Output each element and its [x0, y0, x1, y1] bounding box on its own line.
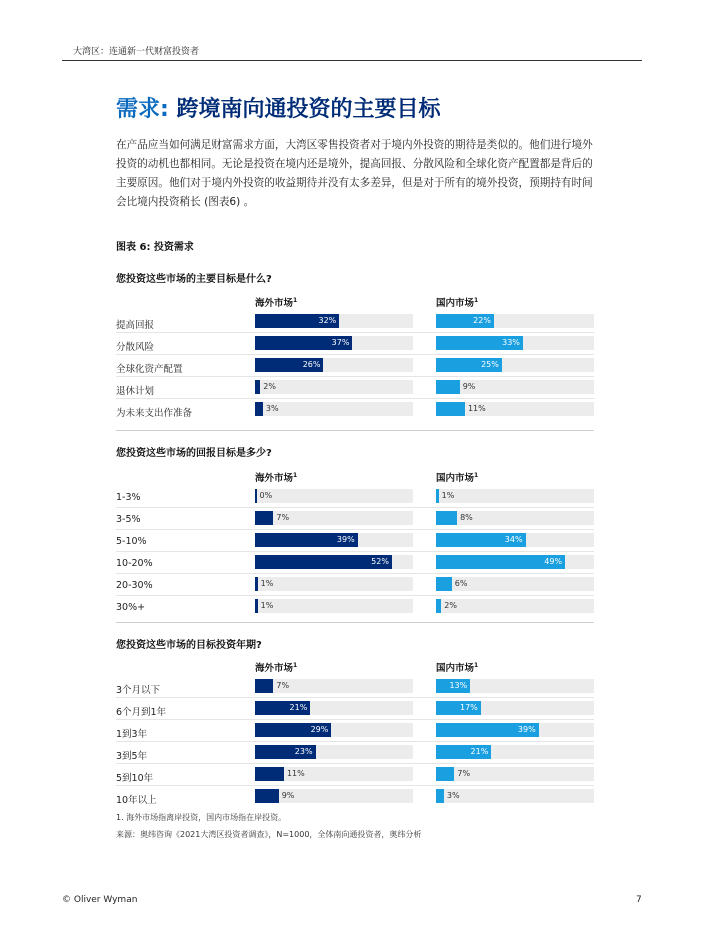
bar-track: [436, 533, 594, 547]
data-label: 34%: [504, 535, 523, 544]
bar-domestic: [436, 599, 441, 613]
chart-2-row: [116, 597, 594, 619]
chart-2-legend-domestic: 国内市场$^1$: [436, 471, 479, 484]
data-label: 21%: [470, 747, 489, 756]
data-label: 33%: [502, 338, 520, 347]
category-label: 20-30%: [116, 580, 153, 591]
data-label: 23%: [294, 747, 313, 756]
bar-overseas: [255, 380, 260, 394]
category-label: 全球化资产配置: [116, 364, 183, 375]
category-label: 为未来支出作准备: [116, 408, 193, 419]
bar-track: [436, 511, 594, 525]
data-label: 7%: [276, 681, 290, 690]
data-label: 3%: [265, 404, 279, 413]
bar-overseas: [255, 402, 263, 416]
category-label: 6个月到1年: [116, 707, 167, 718]
row-separator: [116, 551, 594, 552]
data-label: 2%: [444, 601, 457, 610]
data-label: 39%: [336, 535, 355, 544]
bar-overseas: [255, 767, 284, 781]
chart-3-row: [116, 787, 594, 809]
bar-track: [255, 489, 413, 503]
bar-track: [436, 599, 594, 613]
chart-2-row: [116, 553, 594, 575]
bar-domestic: [436, 402, 465, 416]
chart-2-row: [116, 575, 594, 597]
bar-domestic: [436, 767, 454, 781]
page-title-prefix: 需求:: [116, 97, 169, 122]
data-label: 0%: [259, 491, 273, 500]
data-label: 1%: [441, 491, 455, 500]
row-separator: [116, 595, 594, 596]
bar-overseas: [255, 599, 258, 613]
row-separator: [116, 763, 594, 764]
bar-domestic: [436, 511, 457, 525]
bar-track: [436, 489, 594, 503]
header-rule: [62, 60, 642, 61]
footer-page-number: 7: [636, 895, 642, 905]
page-title: [116, 92, 441, 123]
data-label: 1%: [260, 579, 274, 588]
chart-1-row: [116, 334, 594, 356]
bar-track: [255, 599, 413, 613]
bar-track: [436, 679, 594, 693]
category-label: 3到5年: [116, 751, 148, 762]
chart-3-row: [116, 721, 594, 743]
data-label: 9%: [281, 791, 295, 800]
row-separator: [116, 376, 594, 377]
bar-domestic: [436, 489, 439, 503]
row-separator: [116, 697, 594, 698]
chart-divider: [116, 622, 594, 623]
category-label: 3个月以下: [116, 685, 161, 696]
footnote-1: 1. 海外市场指离岸投资，国内市场指在岸投资。: [116, 813, 287, 822]
category-label: 1-3%: [116, 492, 141, 503]
category-label: 1到3年: [116, 729, 148, 740]
chart-1-legend-overseas: 海外市场$^1$: [255, 296, 298, 309]
bar-track: [255, 577, 413, 591]
data-label: 1%: [260, 601, 274, 610]
bar-overseas: [255, 577, 258, 591]
bar-track: [255, 701, 413, 715]
bar-overseas: [255, 679, 273, 693]
data-label: 32%: [318, 316, 337, 325]
chart-2-legend-overseas: 海外市场$^1$: [255, 471, 298, 484]
row-separator: [116, 507, 594, 508]
data-label: 25%: [481, 360, 499, 369]
bar-track: [255, 767, 413, 781]
bar-track: [436, 402, 594, 416]
chart-3-legend-overseas: 海外市场$^1$: [255, 661, 298, 674]
row-separator: [116, 332, 594, 333]
chart-3-row: [116, 699, 594, 721]
chart-2-row: [116, 487, 594, 509]
chart-2-row: [116, 531, 594, 553]
category-label: 3-5%: [116, 514, 141, 525]
data-label: 7%: [276, 513, 290, 522]
figure-title: 图表 6: 投资需求: [116, 242, 194, 253]
chart-1-row: [116, 400, 594, 422]
chart-divider: [116, 430, 594, 431]
bar-track: [436, 314, 594, 328]
bar-track: [255, 336, 413, 350]
bar-overseas: [255, 489, 257, 503]
bar-track: [255, 380, 413, 394]
bar-overseas: [255, 789, 279, 803]
bar-track: [255, 314, 413, 328]
chart-3-row: [116, 765, 594, 787]
category-label: 10-20%: [116, 558, 153, 569]
bar-track: [436, 555, 594, 569]
bar-track: [436, 336, 594, 350]
data-label: 39%: [517, 725, 536, 734]
bar-track: [255, 533, 413, 547]
bar-track: [255, 358, 413, 372]
bar-track: [436, 723, 594, 737]
bar-track: [436, 358, 594, 372]
bar-track: [255, 723, 413, 737]
data-label: 13%: [449, 681, 468, 690]
data-label: 7%: [457, 769, 471, 778]
row-separator: [116, 398, 594, 399]
footer-copyright: © Oliver Wyman: [62, 895, 138, 905]
category-label: 5到10年: [116, 773, 154, 784]
chart-1-legend-domestic: 国内市场$^1$: [436, 296, 479, 309]
row-separator: [116, 785, 594, 786]
page-title-main: 跨境南向通投资的主要目标: [176, 97, 441, 122]
data-label: 49%: [544, 557, 563, 566]
chart-1-row: [116, 356, 594, 378]
bar-track: [436, 380, 594, 394]
row-separator: [116, 529, 594, 530]
chart-3-title: 您投资这些市场的目标投资年期?: [116, 640, 262, 651]
row-separator: [116, 573, 594, 574]
category-label: 退休计划: [116, 386, 155, 397]
chart-2-row: [116, 509, 594, 531]
intro-paragraph: 在产品应当如何满足财富需求方面，大湾区零售投资者对于境内外投资的期待是类似的。他们进行境外投资的动机也都相同。无论是投资在境内还是境外，提高回报、分散风险和全球化资产配置都是背后的主要原因。他们对于境内外投资的收益期待并没有太多差异，但是对于所有的境外投资，预期持有时间会比境内投资稍长 (图表6) 。: [116, 139, 593, 208]
bar-track: [255, 745, 413, 759]
data-label: 17%: [460, 703, 478, 712]
bar-track: [436, 701, 594, 715]
chart-1-row: [116, 378, 594, 400]
bar-track: [255, 679, 413, 693]
category-label: 分散风险: [116, 342, 155, 353]
data-label: 22%: [473, 316, 491, 325]
data-label: 11%: [467, 404, 486, 413]
bar-domestic: [436, 577, 452, 591]
category-label: 30%+: [116, 602, 146, 613]
chart-1-row: [116, 312, 594, 334]
chart-3-row: [116, 743, 594, 765]
bar-track: [255, 402, 413, 416]
data-label: 6%: [454, 579, 468, 588]
data-label: 9%: [462, 382, 476, 391]
category-label: 5-10%: [116, 536, 147, 547]
row-separator: [116, 354, 594, 355]
bar-overseas: [255, 511, 273, 525]
bar-domestic: [436, 380, 460, 394]
bar-domestic: [436, 789, 444, 803]
bar-track: [255, 511, 413, 525]
bar-track: [436, 767, 594, 781]
bar-track: [436, 745, 594, 759]
data-label: 29%: [310, 725, 329, 734]
category-label: 提高回报: [116, 320, 155, 331]
data-label: 21%: [289, 703, 308, 712]
chart-3-row: [116, 677, 594, 699]
row-separator: [116, 719, 594, 720]
data-label: 52%: [371, 557, 389, 566]
category-label: 10年以上: [116, 795, 157, 806]
header-text: 大湾区：连通新一代财富投资者: [73, 47, 200, 57]
data-label: 8%: [460, 513, 473, 522]
bar-track: [436, 789, 594, 803]
chart-3-legend-domestic: 国内市场$^1$: [436, 661, 479, 674]
data-label: 26%: [302, 360, 321, 369]
data-label: 37%: [331, 338, 350, 347]
bar-track: [255, 789, 413, 803]
data-label: 3%: [446, 791, 460, 800]
data-label: 11%: [286, 769, 305, 778]
row-separator: [116, 741, 594, 742]
data-label: 2%: [263, 382, 276, 391]
bar-track: [436, 577, 594, 591]
bar-track: [255, 555, 413, 569]
footnote-source: 来源：奥纬咨询《2021大湾区投资者调查》，N=1000，全体南向通投资者，奥纬分析: [116, 830, 422, 839]
chart-2-title: 您投资这些市场的回报目标是多少?: [116, 448, 272, 459]
chart-1-title: 您投资这些市场的主要目标是什么?: [116, 274, 272, 285]
